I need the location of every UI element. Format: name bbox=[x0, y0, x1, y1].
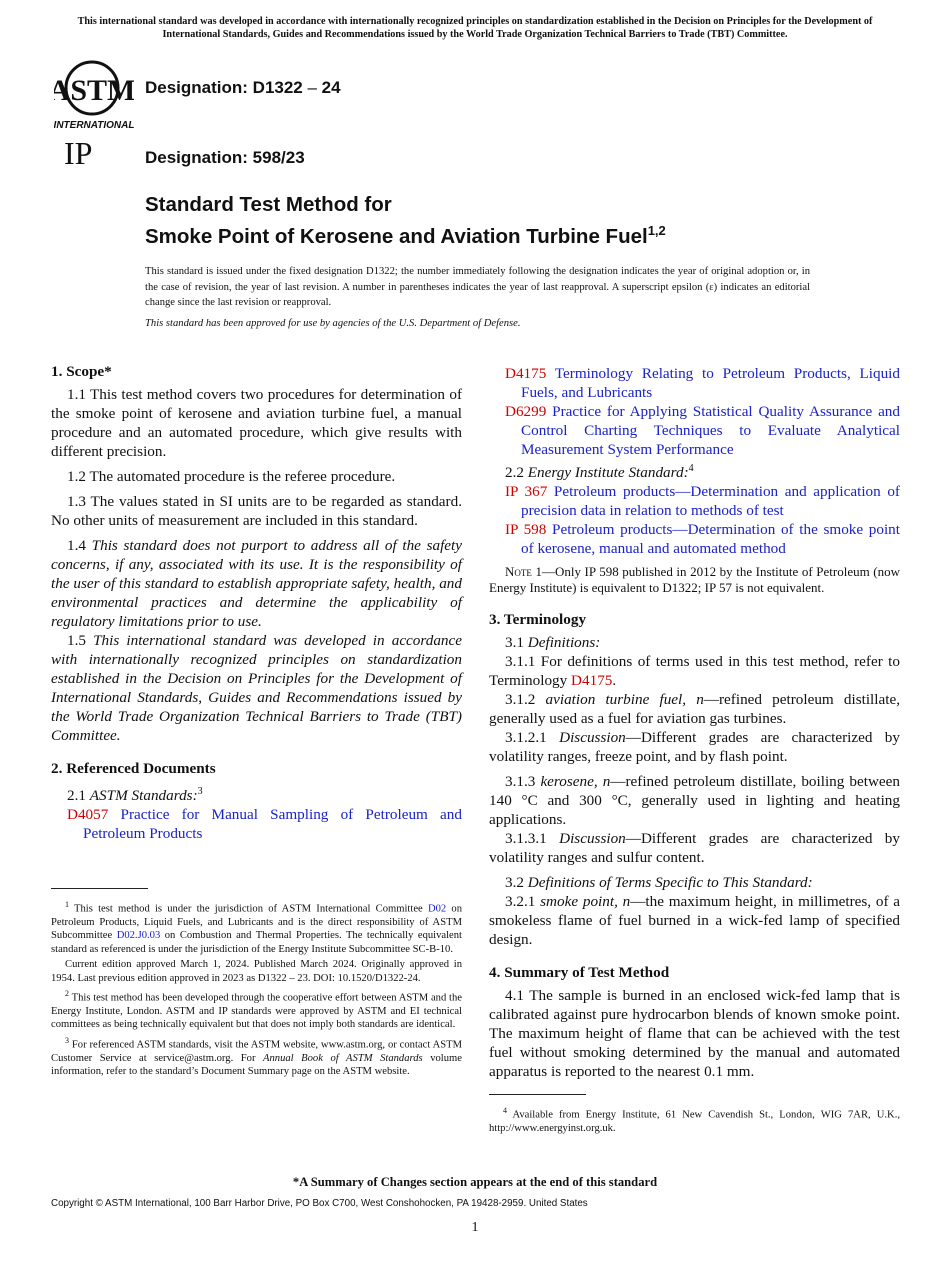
footnote-1: $^1$ This test method is under the jurisdiction of ASTM International Committee D02 on Petroleum Products, Liquid Fuels, and Lubricants and is the direct responsibility of ASTM Subcommittee D02.J0.03 on Combustion and Thermal Properties. The technically equivalent standard as referenced is under the jurisdiction of the Energy Institute Subcommittee SC-B-10. bbox=[51, 900, 462, 955]
para-1-4: 1.4 This standard does not purport to address all of the safety concerns, if any, associated with its use. It is the responsibility of the user of this standard to establish appropriate safety, health, and environmental practices and determine the applicability of regulatory limitations prior to use. bbox=[51, 537, 463, 630]
section-heading-referenced-documents: 2. Referenced Documents bbox=[51, 760, 216, 777]
designation: Designation: D1322 – 24 bbox=[145, 78, 341, 97]
footnote-edition: Current edition approved March 1, 2024. Published March 2024. Originally approved in 1954. Last previous edition approved in 2023 as D1322 – 23. DOI: 10.1520/D1322-24. bbox=[51, 959, 462, 984]
para-4-1: 4.1 The sample is burned in an enclosed wick-fed lamp that is calibrated against pure hydrocarbon blends of known smoke point. The maximum height of flame that can be achieved with the test fuel without smoking determined by the manual and automated apparatus is reported to the nearest 0.1 mm. bbox=[489, 987, 900, 1081]
link-d02-j0-03[interactable]: D02.J0.03 bbox=[116, 930, 161, 942]
para-1-1: 1.1 This test method covers two procedures for determination of the smoke point of kerosene and aviation turbine fuel, a manual procedure and an automated procedure, which give results with different precision. bbox=[51, 386, 462, 460]
footnote-4: $^4$ Available from Energy Institute, 61 New Cavendish St., London, WIG 7AR, U.K., http://www.energyinst.org.uk. bbox=[489, 1106, 900, 1134]
ip-designation: Designation: 598/23 bbox=[145, 148, 305, 167]
link-d02[interactable]: D02 bbox=[427, 903, 447, 915]
section-heading-scope: 1. Scope* bbox=[51, 363, 112, 380]
dod-approval: This standard has been approved for use by agencies of the U.S. Department of Defense. bbox=[145, 318, 521, 329]
footnote-rule-left bbox=[51, 888, 148, 889]
footnote-3: $^3$ For referenced ASTM standards, visit the ASTM website, www.astm.org, or contact ASTM Customer Service at service@astm.org. For Annual Book of ASTM Standards volume information, refer to the standard’s Document Summary page on the ASTM website. bbox=[51, 1035, 462, 1078]
ip-logo bbox=[62, 136, 102, 170]
para-3-1-3-1: 3.1.3.1 Discussion—Different grades are characterized by volatility ranges and sulfur content. bbox=[489, 830, 900, 867]
ref-d6299[interactable]: D6299 Practice for Applying Statistical Quality Assurance and Control Charting Techniques to Evaluate Analytical Measurement System Performance bbox=[505, 403, 900, 458]
para-2-1: 2.1 ASTM Standards:$^3$ bbox=[67, 786, 203, 805]
copyright: Copyright © ASTM International, 100 Barr Harbor Drive, PO Box C700, West Conshohocken, PA 19428-2959. United States bbox=[51, 1198, 588, 1209]
footnote-2: $^2$ This test method has been developed through the cooperative effort between ASTM and the Energy Institute, London. ASTM and IP standards were approved by ASTM and EI technical committees as being technically equivalent but that does not imply both standards are identical. bbox=[51, 988, 462, 1031]
para-3-1-2: 3.1.2 aviation turbine fuel, n—refined petroleum distillate, generally used as a fuel for aviation gas turbines. bbox=[489, 691, 900, 728]
footnotes-left bbox=[51, 898, 462, 1080]
link-d4175[interactable]: D4175 bbox=[571, 672, 613, 690]
document-title: Standard Test Method for Smoke Point of Kerosene and Aviation Turbine Fuel$^{1,2}$ bbox=[145, 193, 666, 248]
para-1-2: 1.2 The automated procedure is the referee procedure. bbox=[67, 468, 396, 485]
para-3-2-1: 3.2.1 smoke point, n—the maximum height, in millimetres, of a smokeless flame of fuel burned in a wick-fed lamp of specified design. bbox=[489, 893, 901, 949]
para-1-3: 1.3 The values stated in SI units are to be regarded as standard. No other units of measurement are included in this standard. bbox=[51, 493, 462, 529]
ref-d4175[interactable]: D4175 Terminology Relating to Petroleum Products, Liquid Fuels, and Lubricants bbox=[505, 365, 900, 401]
ref-ip598[interactable]: IP 598 Petroleum products—Determination of the smoke point of kerosene, manual and automated method bbox=[505, 521, 900, 558]
para-3-1-1: 3.1.1 For definitions of terms used in this test method, refer to Terminology D4175. bbox=[489, 653, 900, 690]
para-2-2: 2.2 Energy Institute Standard:$^4$ bbox=[505, 463, 694, 482]
ref-d4057[interactable]: D4057 Practice for Manual Sampling of Petroleum and Petroleum Products bbox=[67, 806, 462, 843]
svg-text:ASTM: ASTM bbox=[54, 74, 134, 107]
para-3-2: 3.2 Definitions of Terms Specific to This Standard: bbox=[505, 874, 813, 892]
para-3-1-2-1: 3.1.2.1 Discussion—Different grades are characterized by volatility ranges, freeze point, and by flash point. bbox=[489, 729, 900, 766]
left-column bbox=[51, 362, 462, 843]
section-heading-terminology: 3. Terminology bbox=[489, 611, 587, 629]
page-number: 1 bbox=[471, 1220, 479, 1235]
para-3-1-3: 3.1.3 kerosene, n—refined petroleum distillate, boiling between 140 °C and 300 °C, generally used in lighting and heating applications. bbox=[489, 773, 901, 829]
tbt-banner: This international standard was developed in accordance with internationally recognized principles on standardization established in the Decision on Principles for the Development of International Standards, Guides and Recommendations issued by the World Trade Organization Technical Barriers to Trade (TBT) Committee. bbox=[77, 16, 873, 40]
ref-ip367[interactable]: IP 367 Petroleum products—Determination and application of precision data in relation to methods of test bbox=[505, 483, 900, 520]
svg-text:IP: IP bbox=[64, 136, 93, 170]
footnote-rule-right bbox=[489, 1094, 586, 1095]
summary-of-changes-note: *A Summary of Changes section appears at the end of this standard bbox=[292, 1175, 658, 1189]
astm-logo bbox=[54, 58, 134, 130]
para-3-1: 3.1 Definitions: bbox=[505, 634, 601, 652]
right-column bbox=[489, 364, 900, 1081]
svg-text:INTERNATIONAL: INTERNATIONAL bbox=[54, 120, 134, 130]
para-1-5: 1.5 This international standard was developed in accordance with internationally recognized principles on standardization established in the Decision on Principles for the Development of International Standards, Guides and Recommendations issued by the World Trade Organization Technical Barriers to Trade (TBT) Committee. bbox=[51, 632, 463, 744]
section-heading-summary: 4. Summary of Test Method bbox=[489, 964, 670, 982]
note-1: Note 1—Only IP 598 published in 2012 by the Institute of Petroleum (now Energy Institute) is equivalent to D1322; IP 57 is not equivalent. bbox=[489, 564, 900, 596]
standard-notice: This standard is issued under the fixed designation D1322; the number immediately following the designation indicates the year of original adoption or, in the case of revision, the year of last revision. A number in parentheses indicates the year of last reapproval. A superscript epsilon (ε) indicates an editorial change since the last revision or reapproval. bbox=[145, 266, 810, 308]
